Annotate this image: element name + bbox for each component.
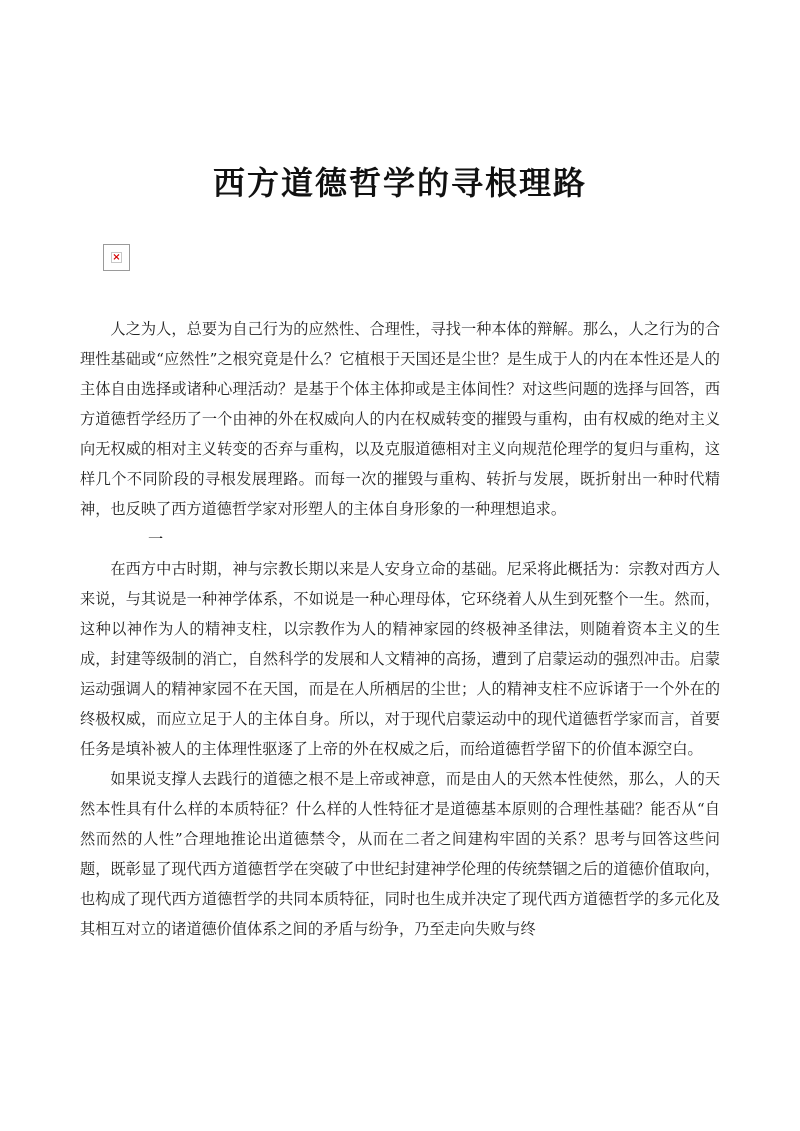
- section-heading-one: 一: [148, 530, 164, 548]
- paragraph-intro: 人之为人，总要为自己行为的应然性、合理性，寻找一种本体的辩解。那么，人之行为的合理性基础或“应然性”之根究竟是什么？它植根于天国还是尘世？是生成于人的内在本性还是人的主体自由选择或诸种心理活动？是基于个体主体抑或是主体间性？对这些问题的选择与回答，西方道德哲学经历了一个由神的外在权威向人的内在权威转变的摧毁与重构，由有权威的绝对主义向无权威的相对主义转变的否弃与重构，以及克服道德相对主义向规范伦理学的复归与重构，这样几个不同阶段的寻根发展理路。而每一次的摧毁与重构、转折与发展，既折射出一种时代精神，也反映了西方道德哲学家对形塑人的主体自身形象的一种理想追求。: [80, 320, 720, 518]
- document-title: 西方道德哲学的寻根理路: [212, 164, 587, 202]
- paragraph-human-nature: 如果说支撑人去践行的道德之根不是上帝或神意，而是由人的天然本性使然，那么，人的天然本性具有什么样的本质特征？什么样的人性特征才是道德基本原则的合理性基础？能否从“自然而然的人性”合理地推论出道德禁令，从而在二者之间建构牢固的关系？思考与回答这些问题，既彰显了现代西方道德哲学在突破了中世纪封建神学伦理的传统禁锢之后的道德价值取向，也构成了现代西方道德哲学的共同本质特征，同时也生成并决定了现代西方道德哲学的多元化及其相互对立的诸道德价值体系之间的矛盾与纷争，乃至走向失败与终: [80, 770, 720, 938]
- broken-image-x-icon: ×: [112, 252, 121, 263]
- broken-image-icon: [103, 244, 130, 271]
- paragraph-medieval: 在西方中古时期，神与宗教长期以来是人安身立命的基础。尼采将此概括为：宗教对西方人来说，与其说是一种神学体系，不如说是一种心理母体，它环绕着人从生到死整个一生。然而，这种以神作为人的精神支柱，以宗教作为人的精神家园的终极神圣律法，则随着资本主义的生成，封建等级制的消亡，自然科学的发展和人文精神的高扬，遭到了启蒙运动的强烈冲击。启蒙运动强调人的精神家园不在天国，而是在人所栖居的尘世；人的精神支柱不应诉诸于一个外在的终极权威，而应立足于人的主体自身。所以，对于现代启蒙运动中的现代道德哲学家而言，首要任务是填补被人的主体理性驱逐了上帝的外在权威之后，而给道德哲学留下的价值本源空白。: [80, 560, 720, 758]
- document-body: [80, 314, 720, 944]
